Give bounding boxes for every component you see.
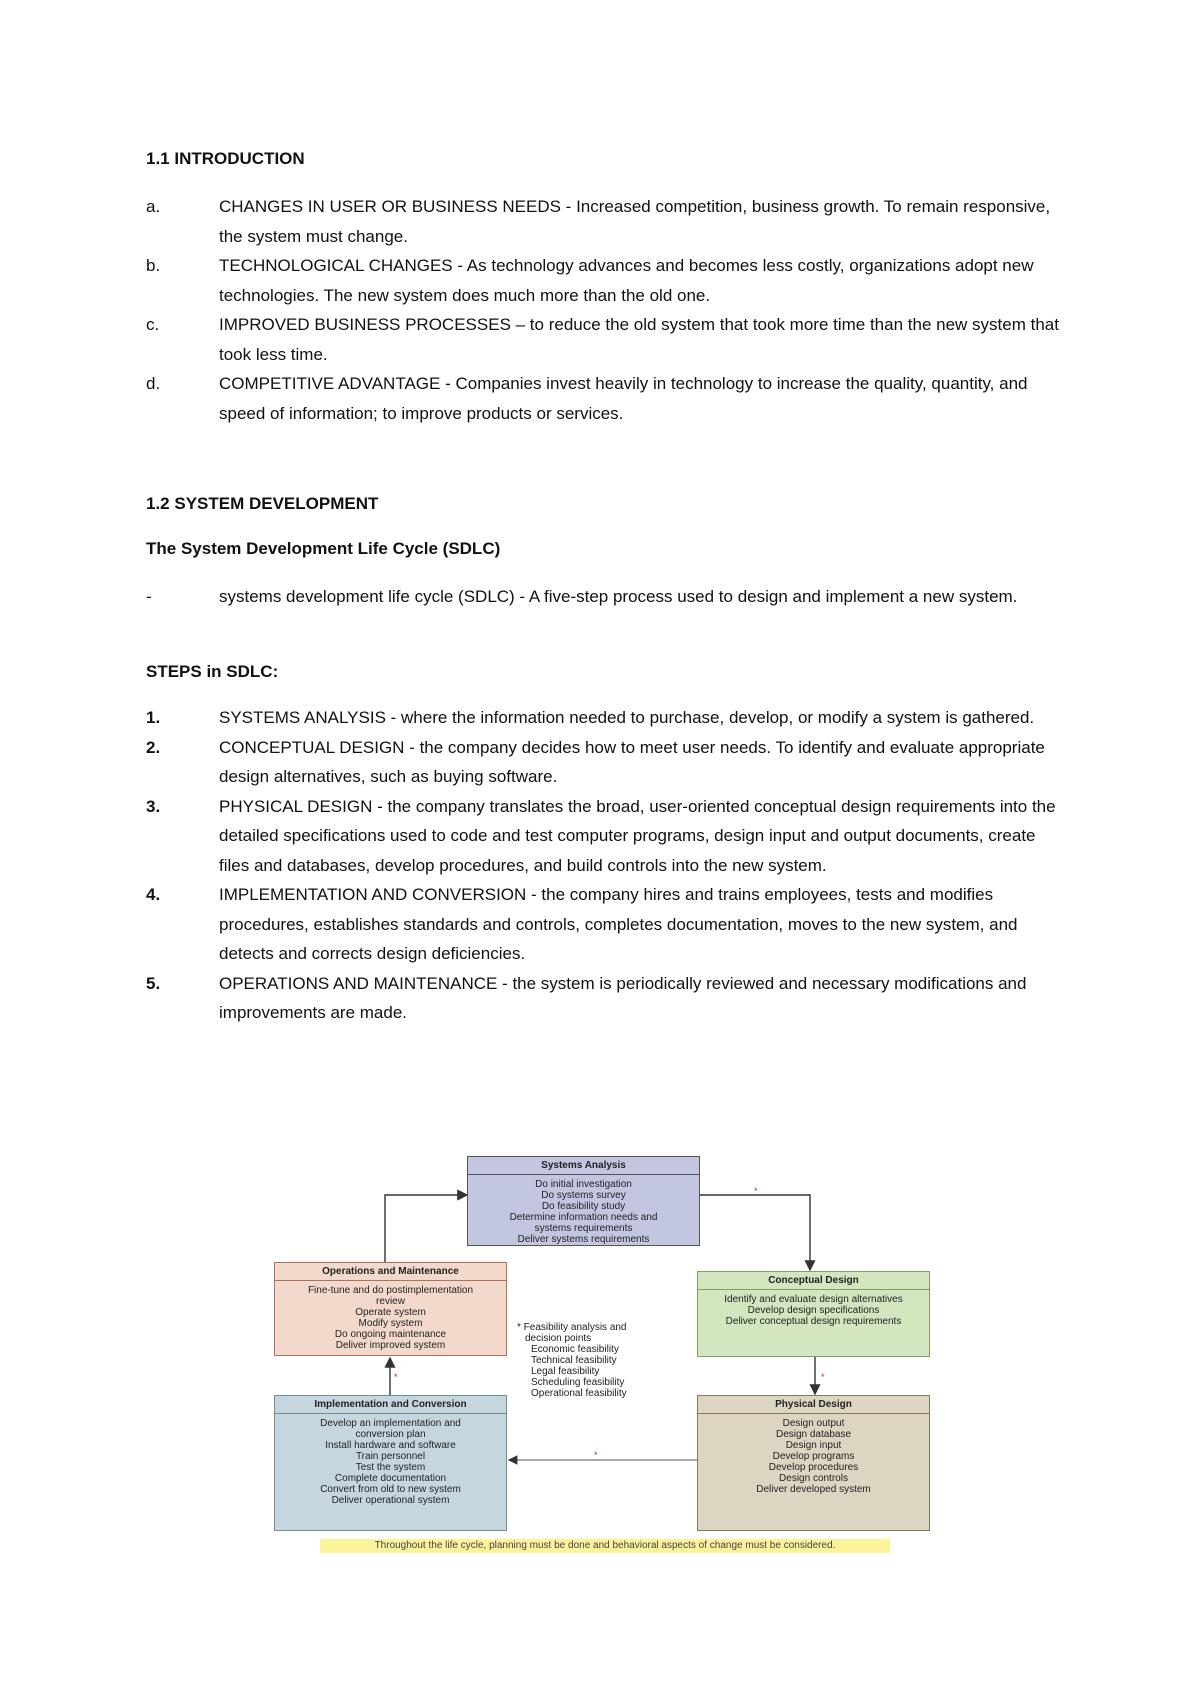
arrow-operations-to-analysis [385,1195,467,1262]
box-line: Deliver conceptual design requirements [725,1316,902,1327]
box-line: conversion plan [355,1429,426,1440]
systems-analysis-box [467,1156,700,1246]
bullet-item [146,582,1066,612]
list-item [146,310,1066,369]
step-text: PHYSICAL DESIGN - the company translates the broad, user-oriented conceptual design requirements into the detailed specifications used to code and test computer programs, design input and output documents, create files and databases, develop procedures, and build controls into the new system. [219,796,1056,875]
step-text: SYSTEMS ANALYSIS - where the information needed to purchase, develop, or modify a system is gathered. [219,708,1035,727]
step-text: OPERATIONS AND MAINTENANCE - the system is periodically reviewed and necessary modifications and improvements are made. [219,973,1027,1022]
step-item [146,703,1066,733]
decision-point-marker: * [394,1372,398,1382]
feasibility-note [517,1322,627,1399]
box-line: Deliver systems requirements [517,1234,650,1245]
list-marker: a. [146,197,161,216]
step-item [146,880,1066,969]
box-line: Do ongoing maintenance [334,1329,447,1340]
list-item [146,192,1066,251]
box-line: Develop an implementation and [320,1418,461,1429]
list-item [146,369,1066,428]
box-line: Fine-tune and do postimplementation [307,1285,474,1296]
box-line: Identify and evaluate design alternatives [724,1294,903,1305]
box-line: Modify system [358,1318,423,1329]
box-title: Operations and Maintenance [275,1263,506,1281]
box-line: Determine information needs and [509,1212,658,1223]
step-item [146,792,1066,881]
step-number: 5. [146,973,161,993]
step-number: 2. [146,737,161,757]
bullet-marker: - [146,587,152,606]
decision-point-marker: * [594,1450,598,1460]
list-marker: b. [146,256,161,275]
list-item-text: CHANGES IN USER OR BUSINESS NEEDS - Increased competition, business growth. To remain responsive, the system must change. [219,197,1051,246]
box-title: Systems Analysis [468,1157,699,1175]
sdlc-diagram [270,1150,950,1560]
box-line: Complete documentation [334,1473,447,1484]
box-line: Design output [782,1418,845,1429]
list-marker: c. [146,315,160,334]
feasibility-title-2: decision points [525,1333,592,1344]
box-line: Do initial investigation [535,1179,632,1190]
section-heading-introduction: 1.1 INTRODUCTION [146,149,305,168]
step-item [146,969,1066,1028]
box-line: Deliver operational system [331,1495,450,1506]
list-marker: d. [146,374,161,393]
decision-point-marker: * [821,1372,825,1382]
step-number: 4. [146,885,161,904]
physical-design-box [697,1395,930,1531]
list-item-text: COMPETITIVE ADVANTAGE - Companies invest heavily in technology to increase the quality, quantity, and speed of information; to improve products or services. [219,374,1028,423]
sdlc-steps-list [146,703,1066,1028]
box-title: Conceptual Design [698,1272,929,1290]
box-line: Develop programs [772,1451,855,1462]
box-line: Deliver improved system [335,1340,446,1351]
bullet-text: systems development life cycle (SDLC) - A five-step process used to design and implement a new system. [219,587,1018,606]
introduction-list [146,192,1066,428]
box-line: systems requirements [534,1223,633,1234]
box-line: Convert from old to new system [320,1484,461,1495]
feasibility-item: Legal feasibility [531,1366,600,1377]
box-line: Develop design specifications [747,1305,880,1316]
box-line: Do feasibility study [541,1201,626,1212]
box-line: Deliver developed system [756,1484,871,1495]
box-line: Do systems survey [541,1190,626,1201]
feasibility-item: Scheduling feasibility [531,1377,625,1388]
box-line: Develop procedures [768,1462,859,1473]
list-item [146,251,1066,310]
decision-point-marker: * [754,1186,758,1196]
feasibility-item: Operational feasibility [531,1388,627,1399]
list-item-text: IMPROVED BUSINESS PROCESSES – to reduce the old system that took more time than the new system that took less time. [219,315,1059,364]
step-number: 3. [146,796,161,816]
section-heading-system-development: 1.2 SYSTEM DEVELOPMENT [146,494,379,513]
steps-heading: STEPS in SDLC: [146,662,279,681]
box-line: Design input [785,1440,842,1451]
step-text: IMPLEMENTATION AND CONVERSION - the company hires and trains employees, tests and modifies procedures, establishes standards and controls, completes documentation, moves to the new system, and detects and corrects design deficiencies. [219,885,1018,963]
sdlc-definition [146,582,1066,612]
box-title: Physical Design [698,1396,929,1414]
conceptual-design-box [697,1271,930,1357]
box-title: Implementation and Conversion [275,1396,506,1414]
step-text: CONCEPTUAL DESIGN - the company decides how to meet user needs. To identify and evaluate appropriate design alternatives, such as buying software. [219,737,1045,786]
box-line: Design controls [779,1473,848,1484]
feasibility-item: Economic feasibility [531,1344,619,1355]
operations-maintenance-box [274,1262,507,1356]
lifecycle-footer-note: Throughout the life cycle, planning must be done and behavioral aspects of change must be considered. [320,1539,890,1553]
step-item [146,733,1066,792]
box-line: Operate system [355,1307,426,1318]
arrow-analysis-to-conceptual [700,1195,810,1270]
box-line: Train personnel [355,1451,426,1462]
step-number: 1. [146,708,161,727]
sdlc-subheading: The System Development Life Cycle (SDLC) [146,539,501,558]
box-line: Test the system [355,1462,426,1473]
box-line: Install hardware and software [325,1440,456,1451]
implementation-conversion-box [274,1395,507,1531]
feasibility-item: Technical feasibility [531,1355,617,1366]
list-item-text: TECHNOLOGICAL CHANGES - As technology advances and becomes less costly, organizations adopt new technologies. The new system does much more than the old one. [219,256,1034,305]
feasibility-title: * Feasibility analysis and [517,1322,627,1333]
box-line: review [376,1296,405,1307]
box-line: Design database [775,1429,852,1440]
